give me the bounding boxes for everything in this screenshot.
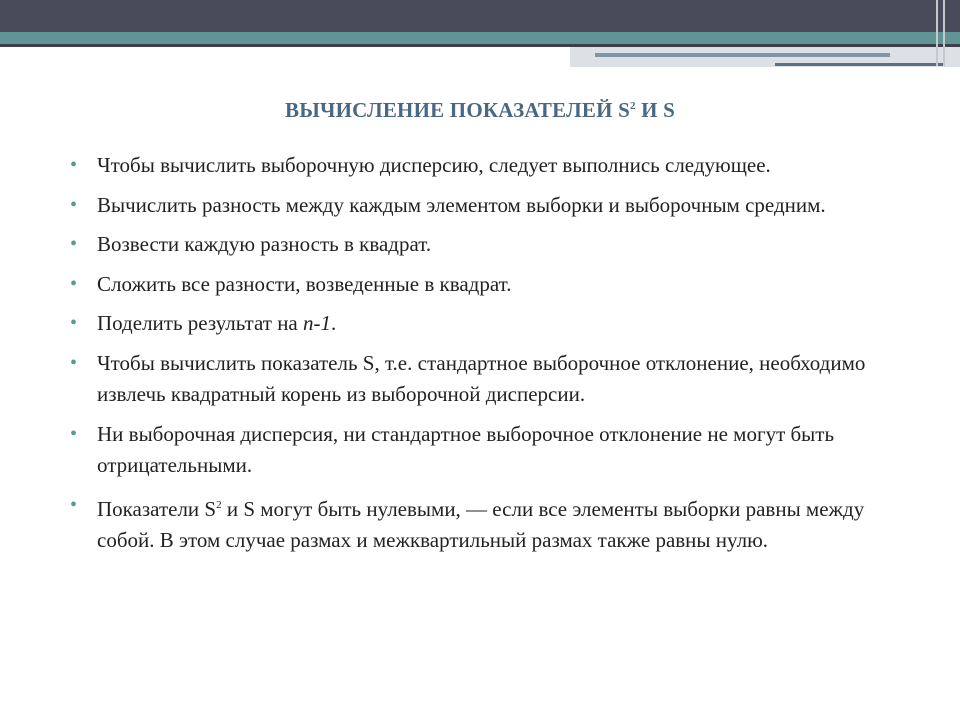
bullet-item xyxy=(70,490,920,557)
bullet-text-superscript: 2 xyxy=(216,498,222,511)
bullet-text: Сложить все разности, возведенные в квадрат. xyxy=(97,271,512,296)
bullet-icon: • xyxy=(70,233,78,255)
bullet-text: Чтобы вычислить показатель S, т.е. стандартное выборочное отклонение, необходимо извлечь квадратный корень из выборочной дисперсии. xyxy=(97,350,866,406)
bullet-icon: • xyxy=(70,422,78,445)
bullet-icon: • xyxy=(70,493,78,516)
header-bar xyxy=(0,0,960,32)
bullet-text: Ни выборочная дисперсия, ни стандартное выборочное отклонение не могут быть отрицательными. xyxy=(97,421,835,477)
title-text-2: И S xyxy=(635,98,676,122)
bullet-text xyxy=(97,311,336,335)
header-accent-line-2 xyxy=(775,63,945,66)
bullet-text: Вычислить разность между каждым элементом выборки и выборочным средним. xyxy=(97,192,826,217)
bullet-icon: • xyxy=(70,193,78,216)
bullet-item xyxy=(70,229,920,261)
bullet-icon: • xyxy=(70,312,78,334)
header-vertical-line-1 xyxy=(936,0,938,66)
bullet-text-pre: Показатели S xyxy=(97,496,217,521)
header-vertical-line-2 xyxy=(943,0,945,66)
bullet-text xyxy=(97,497,864,553)
bullet-text: Чтобы вычислить выборочную дисперсию, следует выполнись следующее. xyxy=(97,153,771,177)
bullet-item xyxy=(70,419,920,482)
header-accent-line-1 xyxy=(595,53,890,57)
bullet-text-pre: Поделить результат на xyxy=(97,311,304,335)
bullet-text-post: и S могут быть нулевыми, — если все элементы выборки равны между собой. В этом случае размах и межквартильный размах также равны нулю. xyxy=(97,496,865,552)
title-text-1: ВЫЧИСЛЕНИЕ ПОКАЗАТЕЛЕЙ S xyxy=(284,98,630,122)
bullet-text-post: . xyxy=(331,311,337,335)
bullet-item xyxy=(70,269,920,301)
bullet-icon: • xyxy=(70,272,78,295)
bullet-icon: • xyxy=(70,154,78,176)
bullet-item xyxy=(70,190,920,222)
bullet-item xyxy=(70,150,920,182)
bullet-text: Возвести каждую разность в квадрат. xyxy=(97,232,432,256)
header-teal-band xyxy=(0,32,960,44)
slide-title xyxy=(0,98,960,123)
bullet-item xyxy=(70,308,920,340)
bullet-icon: • xyxy=(70,351,78,374)
bullet-list xyxy=(70,150,920,565)
bullet-item xyxy=(70,348,920,411)
bullet-text-emphasis: n-1 xyxy=(303,311,332,335)
title-superscript: 2 xyxy=(629,100,636,112)
